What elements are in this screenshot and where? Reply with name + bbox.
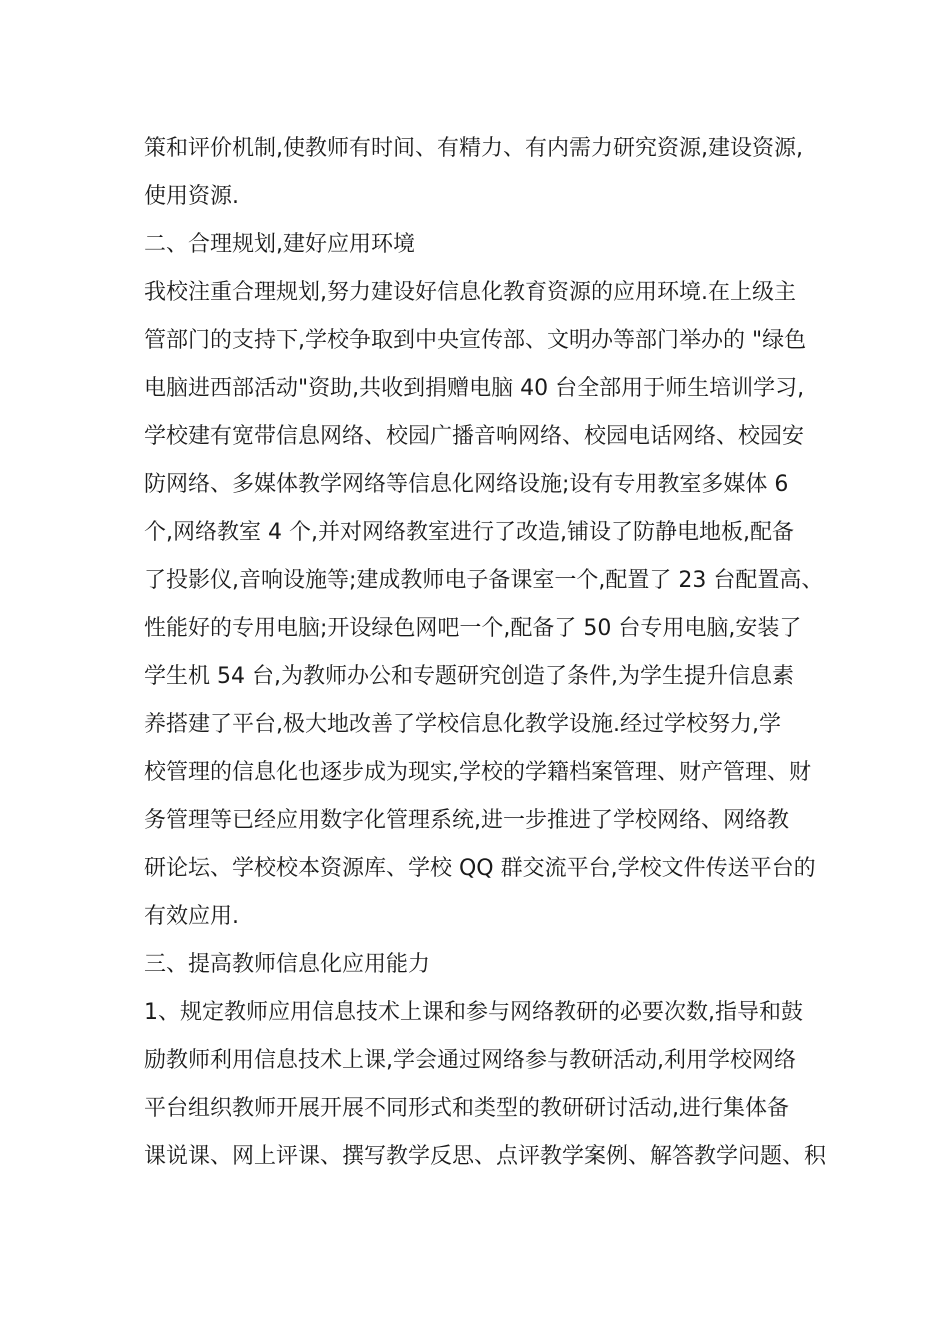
text-line: 平台组织教师开展开展不同形式和类型的教研研讨活动,进行集体备 (144, 1096, 789, 1121)
text-line: 策和评价机制,使教师有时间、有精力、有内需力研究资源,建设资源, (144, 136, 803, 161)
text-line: 我校注重合理规划,努力建设好信息化教育资源的应用环境.在上级主 (144, 280, 796, 305)
text-line: 励教师利用信息技术上课,学会通过网络参与教研活动,利用学校网络 (144, 1048, 796, 1073)
text-line: 电脑进西部活动"资助,共收到捐赠电脑 40 台全部用于师生培训学习, (144, 376, 805, 401)
section-heading: 三、提高教师信息化应用能力 (144, 952, 431, 977)
text-line: 了投影仪,音响设施等;建成教师电子备课室一个,配置了 23 台配置高、 (144, 568, 824, 593)
text-line: 研论坛、学校校本资源库、学校 QQ 群交流平台,学校文件传送平台的 (144, 856, 816, 881)
text-line: 务管理等已经应用数字化管理系统,进一步推进了学校网络、网络教 (144, 808, 789, 833)
text-line: 课说课、网上评课、撰写教学反思、点评教学案例、解答教学问题、积 (144, 1144, 827, 1169)
document-body (144, 125, 827, 1181)
text-line: 个,网络教室 4 个,并对网络教室进行了改造,铺设了防静电地板,配备 (144, 520, 794, 545)
text-line: 防网络、多媒体教学网络等信息化网络设施;设有专用教室多媒体 6 (144, 472, 789, 497)
text-line: 校管理的信息化也逐步成为现实,学校的学籍档案管理、财产管理、财 (144, 760, 811, 785)
text-line: 有效应用. (144, 904, 239, 929)
text-line: 养搭建了平台,极大地改善了学校信息化教学设施.经过学校努力,学 (144, 712, 781, 737)
text-line: 学生机 54 台,为教师办公和专题研究创造了条件,为学生提升信息素 (144, 664, 794, 689)
text-line: 使用资源. (144, 184, 239, 209)
text-line: 学校建有宽带信息网络、校园广播音响网络、校园电话网络、校园安 (144, 424, 805, 449)
text-line: 管部门的支持下,学校争取到中央宣传部、文明办等部门举办的 "绿色 (144, 328, 807, 353)
text-line: 性能好的专用电脑;开设绿色网吧一个,配备了 50 台专用电脑,安装了 (144, 616, 802, 641)
section-heading: 二、合理规划,建好应用环境 (144, 232, 415, 257)
text-line: 1、规定教师应用信息技术上课和参与网络教研的必要次数,指导和鼓 (144, 1000, 803, 1025)
